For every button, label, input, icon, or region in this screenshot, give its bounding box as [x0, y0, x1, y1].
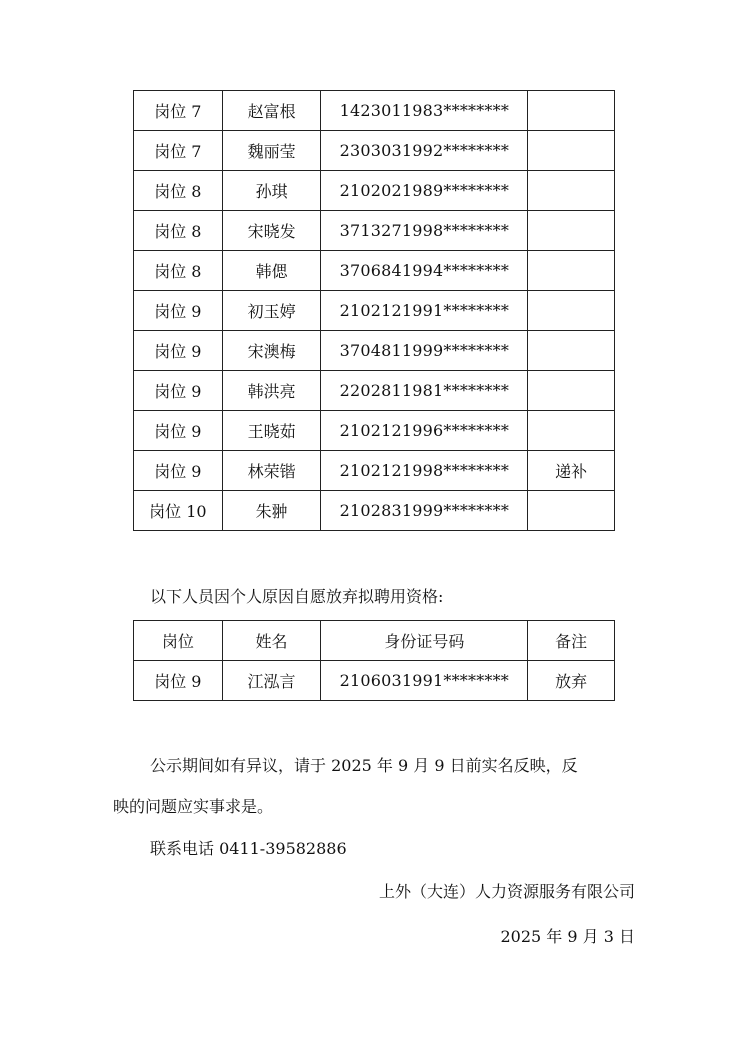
table-header-row	[134, 621, 615, 661]
header-name: 姓名	[222, 621, 321, 661]
name-cell: 王晓茹	[222, 411, 321, 451]
note-cell	[528, 411, 615, 451]
name-cell: 韩洪亮	[222, 371, 321, 411]
name-cell: 宋晓发	[222, 211, 321, 251]
table-row	[134, 91, 615, 131]
table-row	[134, 291, 615, 331]
note-cell: 递补	[528, 451, 615, 491]
id-cell: 2202811981********	[321, 371, 528, 411]
header-id: 身份证号码	[321, 621, 528, 661]
table-row	[134, 371, 615, 411]
post-cell: 岗位 8	[134, 251, 223, 291]
abandon-intro: 以下人员因个人原因自愿放弃拟聘用资格:	[150, 587, 444, 606]
id-cell: 1423011983********	[321, 91, 528, 131]
name-cell: 宋澳梅	[222, 331, 321, 371]
note-cell	[528, 491, 615, 531]
post-cell: 岗位 7	[134, 131, 223, 171]
table-row	[134, 171, 615, 211]
id-cell: 2303031992********	[321, 131, 528, 171]
post-cell: 岗位 8	[134, 211, 223, 251]
id-cell: 2102831999********	[321, 491, 528, 531]
post-cell: 岗位 9	[134, 291, 223, 331]
id-cell: 2102121991********	[321, 291, 528, 331]
post-cell: 岗位 9	[134, 451, 223, 491]
name-cell: 韩偲	[222, 251, 321, 291]
note-cell	[528, 371, 615, 411]
table-row	[134, 131, 615, 171]
note-cell	[528, 251, 615, 291]
name-cell: 初玉婷	[222, 291, 321, 331]
notice-line-2: 映的问题应实事求是。	[113, 797, 274, 816]
table-row	[134, 411, 615, 451]
header-note: 备注	[528, 621, 615, 661]
header-post: 岗位	[134, 621, 223, 661]
table-row	[134, 661, 615, 701]
name-cell: 赵富根	[222, 91, 321, 131]
note-cell	[528, 171, 615, 211]
table-row	[134, 491, 615, 531]
name-cell: 林荣锴	[222, 451, 321, 491]
name-cell: 孙琪	[222, 171, 321, 211]
post-cell: 岗位 9	[134, 371, 223, 411]
table-row	[134, 331, 615, 371]
note-cell	[528, 331, 615, 371]
note-cell: 放弃	[528, 661, 615, 701]
id-cell: 3704811999********	[321, 331, 528, 371]
post-cell: 岗位 9	[134, 411, 223, 451]
table-row	[134, 451, 615, 491]
note-cell	[528, 91, 615, 131]
post-cell: 岗位 8	[134, 171, 223, 211]
id-cell: 2106031991********	[321, 661, 528, 701]
candidate-table	[133, 90, 615, 531]
id-cell: 2102121996********	[321, 411, 528, 451]
issue-date: 2025 年 9 月 3 日	[500, 927, 635, 946]
post-cell: 岗位 9	[134, 661, 223, 701]
id-cell: 2102021989********	[321, 171, 528, 211]
notice-line-1: 公示期间如有异议，请于 2025 年 9 月 9 日前实名反映，反	[150, 756, 578, 775]
contact-phone: 联系电话 0411-39582886	[150, 839, 347, 858]
note-cell	[528, 291, 615, 331]
id-cell: 3706841994********	[321, 251, 528, 291]
id-cell: 3713271998********	[321, 211, 528, 251]
post-cell: 岗位 7	[134, 91, 223, 131]
table-row	[134, 251, 615, 291]
note-cell	[528, 131, 615, 171]
post-cell: 岗位 10	[134, 491, 223, 531]
abandon-table	[133, 620, 615, 701]
name-cell: 魏丽莹	[222, 131, 321, 171]
note-cell	[528, 211, 615, 251]
name-cell: 江泓言	[222, 661, 321, 701]
id-cell: 2102121998********	[321, 451, 528, 491]
name-cell: 朱翀	[222, 491, 321, 531]
table-row	[134, 211, 615, 251]
post-cell: 岗位 9	[134, 331, 223, 371]
company-name: 上外（大连）人力资源服务有限公司	[378, 882, 635, 901]
